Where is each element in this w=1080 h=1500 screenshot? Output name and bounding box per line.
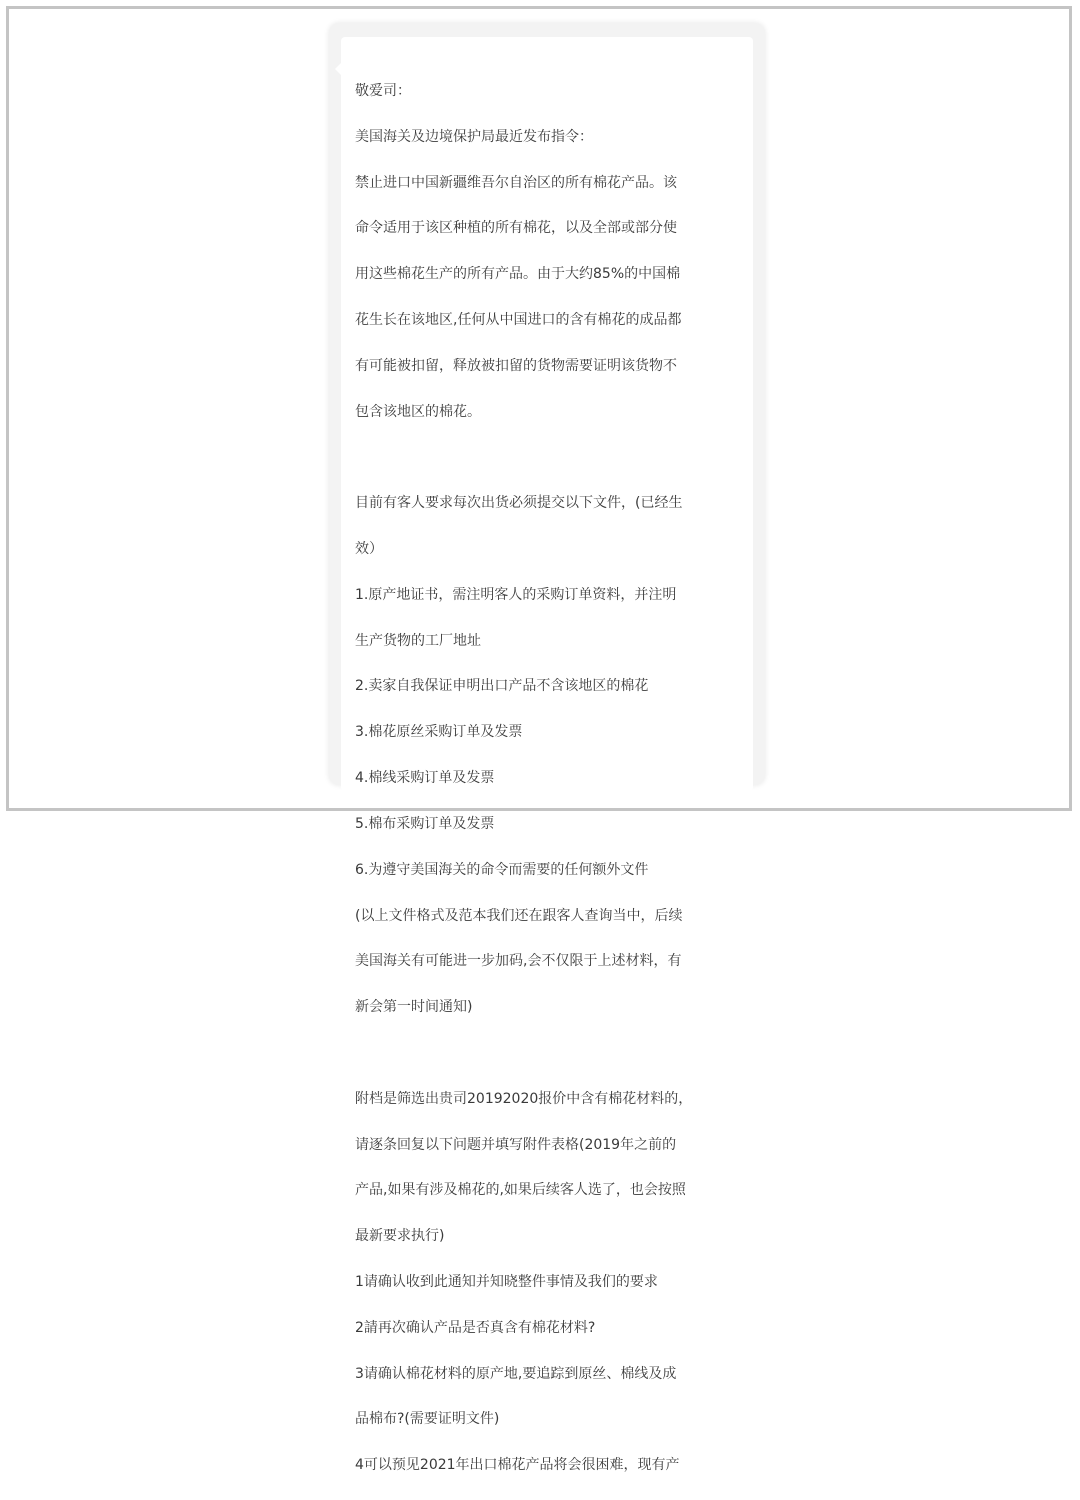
- message-line: 2請再次确认产品是否真含有棉花材料?: [355, 1319, 596, 1336]
- message-line: [355, 446, 743, 469]
- message-line: 附档是筛选出贵司20192020报价中含有棉花材料的，: [355, 1090, 693, 1107]
- message-line: 3.棉花原丝采购订单及发票: [355, 724, 523, 741]
- message-line: 禁止进口中国新疆维吾尔自治区的所有棉花产品。该: [355, 174, 677, 191]
- chat-message-bubble: [341, 37, 753, 1474]
- message-line: 有可能被扣留，释放被扣留的货物需要证明该货物不: [355, 357, 677, 374]
- message-line: 花生长在该地区,任何从中国进口的含有棉花的成品都: [355, 311, 682, 328]
- message-line: 产品,如果有涉及棉花的,如果后续客人选了，也会按照: [355, 1182, 686, 1199]
- message-line: 新会第一时间通知): [355, 999, 473, 1016]
- message-line: 4可以预见2021年出口棉花产品将会很困难，现有产: [355, 1457, 680, 1474]
- message-line: 包含该地区的棉花。: [355, 403, 481, 420]
- message-line: 1请确认收到此通知并知晓整件事情及我们的要求: [355, 1274, 658, 1290]
- message-line: 请逐条回复以下问题并填写附件表格(2019年之前的: [355, 1136, 677, 1153]
- message-line: 5.棉布采购订单及发票: [355, 815, 495, 832]
- message-text: [355, 57, 743, 1500]
- message-line: 6.为遵守美国海关的命令而需要的任何额外文件: [355, 861, 649, 878]
- message-line: (以上文件格式及范本我们还在跟客人查询当中，后续: [355, 907, 683, 924]
- message-line: 命令适用于该区种植的所有棉花，以及全部或部分使: [355, 220, 677, 237]
- message-line: 效）: [355, 541, 383, 558]
- message-line: 美国海关及边境保护局最近发布指令：: [355, 128, 593, 145]
- chat-message-card: [329, 23, 765, 1474]
- message-line: 3请确认棉花材料的原产地,要追踪到原丝、棉线及成: [355, 1365, 677, 1382]
- message-line: 4.棉线采购订单及发票: [355, 770, 495, 787]
- message-line: 最新要求执行): [355, 1228, 445, 1245]
- message-line: 品棉布?(需要证明文件): [355, 1411, 500, 1428]
- message-line: 美国海关有可能进一步加码,会不仅限于上述材料，有: [355, 953, 682, 970]
- message-line: 2.卖家自我保证申明出口产品不含该地区的棉花: [355, 678, 649, 695]
- image-frame: [6, 6, 1072, 1474]
- message-line: 用这些棉花生产的所有产品。由于大约85%的中国棉: [355, 266, 681, 283]
- message-line: 生产货物的工厂地址: [355, 632, 481, 649]
- message-line: 敬爱司：: [355, 82, 411, 99]
- message-line: 目前有客人要求每次出货必须提交以下文件，(已经生: [355, 495, 683, 512]
- message-line: [355, 1042, 743, 1065]
- message-line: 1.原产地证书，需注明客人的采购订单资料，并注明: [355, 586, 677, 603]
